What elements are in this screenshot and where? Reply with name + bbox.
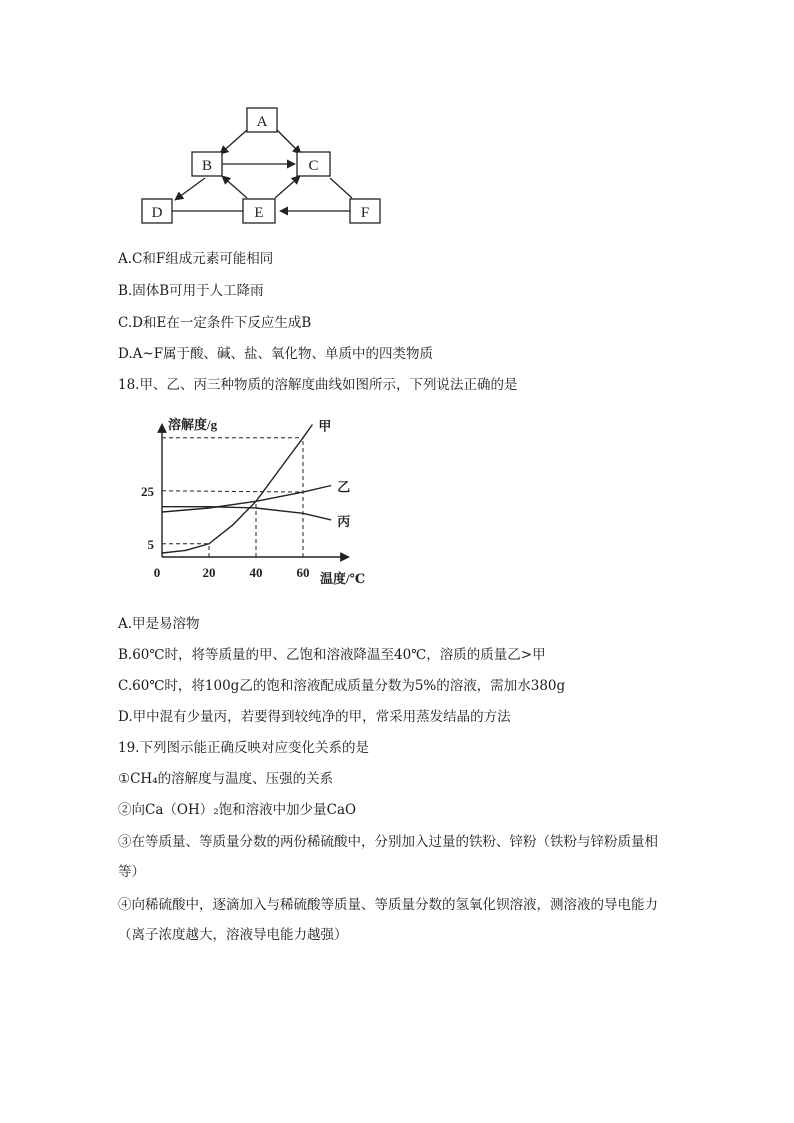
- x-axis-label: 温度/℃: [320, 571, 366, 586]
- x-tick-20: 20: [202, 565, 216, 580]
- q17-option-a: A.C和F组成元素可能相同: [118, 251, 274, 267]
- edge-e-c: [275, 176, 300, 198]
- series-label-3: 丙: [337, 513, 351, 529]
- q18-option-c: C.60℃时，将100g乙的饱和溶液配成质量分数为5%的溶液，需加水380g: [118, 678, 566, 694]
- q17-option-d: D.A~F属于酸、碱、盐、氧化物、单质中的四类物质: [118, 346, 434, 362]
- node-d: D: [151, 205, 163, 221]
- series-line-3: [162, 507, 331, 520]
- edge-e-b: [222, 176, 247, 198]
- node-a: A: [256, 114, 268, 130]
- series-line-1: [162, 425, 312, 554]
- y-tick-5: 5: [147, 536, 154, 552]
- q18-stem: 18.甲、乙、丙三种物质的溶解度曲线如图所示，下列说法正确的是: [118, 377, 518, 393]
- q18-option-b: B.60℃时，将等质量的甲、乙饱和溶液降温至40℃，溶质的质量乙>甲: [118, 647, 546, 663]
- series-label-1: 甲: [318, 418, 332, 434]
- edge-b-d: [175, 178, 205, 200]
- node-b: B: [201, 158, 213, 174]
- node-f: F: [360, 205, 370, 221]
- solubility-chart: [120, 405, 380, 595]
- y-tick-25: 25: [141, 483, 154, 499]
- q18-option-a: A.甲是易溶物: [118, 616, 200, 632]
- x-tick-0: 0: [153, 565, 161, 580]
- q19-item-2: ②向Ca（OH）₂饱和溶液中加少量CaO: [118, 802, 357, 818]
- q17-option-b: B.固体B可用于人工降雨: [118, 283, 264, 299]
- x-tick-60: 60: [296, 565, 310, 580]
- x-tick-40: 40: [249, 565, 263, 580]
- edge-a-b: [220, 130, 247, 154]
- edge-c-f: [330, 178, 352, 198]
- reaction-diagram: [130, 100, 390, 230]
- q18-option-d: D.甲中混有少量丙，若要得到较纯净的甲，常采用蒸发结晶的方法: [118, 709, 511, 725]
- y-axis-label: 溶解度/g: [168, 417, 218, 432]
- q19-item-3: ③在等质量、等质量分数的两份稀硫酸中，分别加入过量的铁粉、锌粉（铁粉与锌粉质量相等）: [118, 834, 658, 880]
- q17-option-c: C.D和E在一定条件下反应生成B: [118, 315, 312, 331]
- node-c: C: [308, 158, 319, 174]
- q19-item-4: ④向稀硫酸中，逐滴加入与稀硫酸等质量、等质量分数的氢氧化钡溶液，测溶液的导电能力（离子浓度越大，溶液导电能力越强）: [118, 897, 658, 943]
- node-e: E: [254, 205, 264, 221]
- q19-stem: 19.下列图示能正确反映对应变化关系的是: [118, 740, 369, 756]
- edge-a-c: [277, 130, 301, 154]
- q19-item-1: ①CH₄的溶解度与温度、压强的关系: [118, 771, 334, 787]
- guide-line-3: [162, 491, 303, 492]
- series-label-2: 乙: [337, 479, 351, 495]
